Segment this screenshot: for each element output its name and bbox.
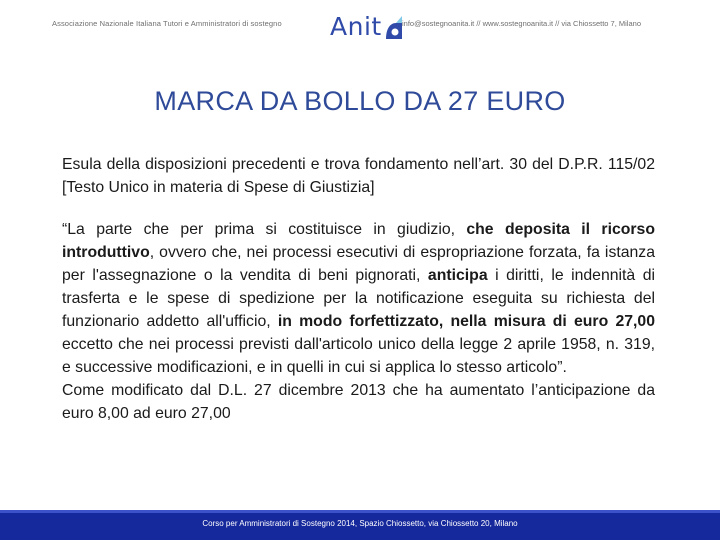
footer-text: Corso per Amministratori di Sostegno 2014, Spazio Chiossetto, via Chiossetto 20, Milano	[202, 519, 518, 528]
intro-paragraph: Esula della disposizioni precedenti e trova fondamento nell’art. 30 del D.P.R. 115/02 [Testo Unico in materia di Spese di Giustizia]	[62, 156, 655, 196]
logo-text: Anit	[330, 12, 382, 41]
quote-text-1: “La parte che per prima si costituisce in giudizio,	[62, 221, 467, 238]
slide-body	[62, 153, 655, 425]
contact-info: info@sostegnoanita.it // www.sostegnoanita.it // via Chiossetto 7, Milano	[402, 19, 641, 28]
note-paragraph: Come modificato dal D.L. 27 dicembre 2013 che ha aumentato l’anticipazione da euro 8,00 ad euro 27,00	[62, 382, 655, 422]
slide-header	[0, 0, 720, 58]
quote-paragraph	[62, 218, 655, 379]
quote-bold-3: in modo forfettizzato, nella misura di euro 27,00	[277, 313, 655, 330]
quote-text-2: , ovvero che, nei processi esecutivi di espropriazione forzata, fa istanza per l'assegnazione o la vendita di beni pignorati,	[62, 244, 655, 284]
quote-bold-1: che deposita il ricorso introduttivo	[62, 221, 655, 261]
association-name: Associazione Nazionale Italiana Tutori e Amministratori di sostegno	[52, 19, 282, 28]
quote-text-4: eccetto che nei processi previsti dall'articolo unico della legge 2 aprile 1958, n. 319, e successive modificazioni, e in quelli in cui si applica lo stesso articolo”.	[62, 336, 655, 376]
quote-bold-2: anticipa	[427, 267, 488, 284]
footer-band	[0, 510, 720, 540]
quote-text-3: i diritti, le indennità di trasferta e le spese di spedizione per la notificazione eseguita su richiesta del funzionario addetto all'ufficio,	[62, 267, 655, 330]
slide-title: MARCA DA BOLLO DA 27 EURO	[154, 86, 566, 116]
anita-logo	[330, 8, 405, 42]
